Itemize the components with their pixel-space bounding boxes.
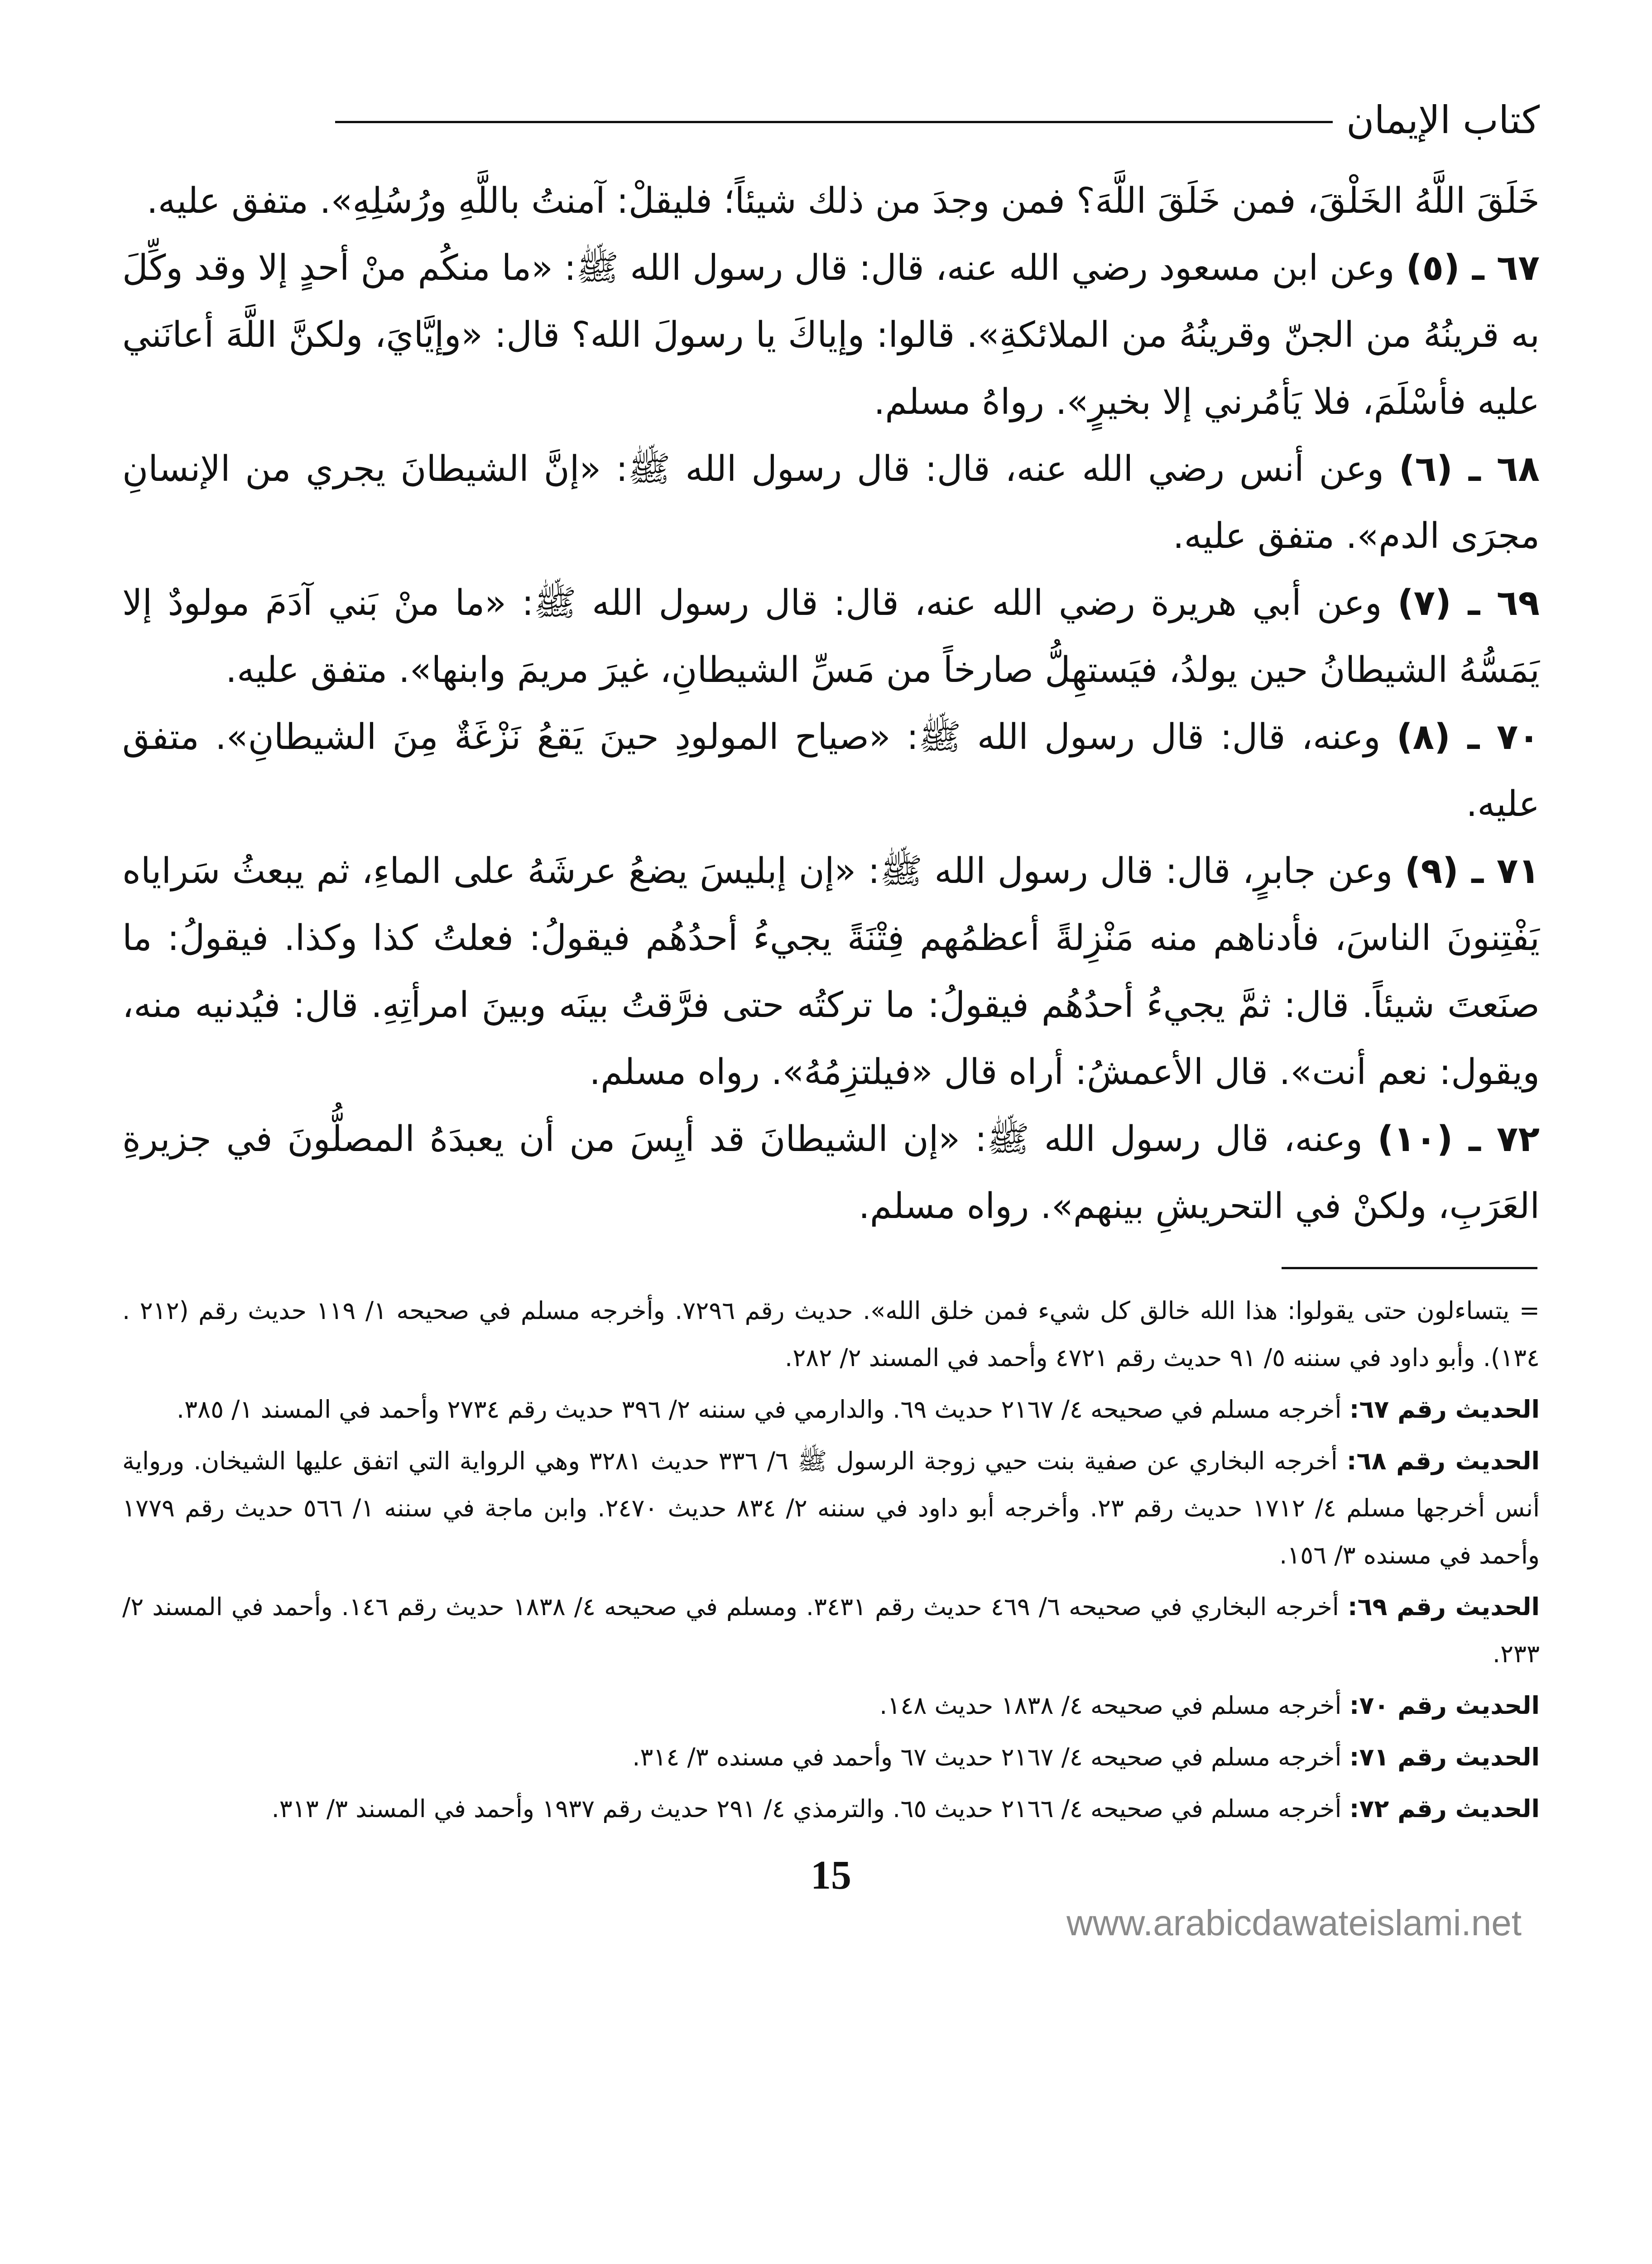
chapter-title: كتاب الإيمان: [1346, 98, 1540, 142]
hadith-71: [122, 838, 1540, 1106]
footnote: [122, 1734, 1540, 1781]
hadith-72: [122, 1106, 1540, 1240]
hadith-number: ٧٢ ـ (١٠): [1377, 1119, 1540, 1160]
footnote-label: الحديث رقم ٦٨:: [1346, 1447, 1540, 1475]
hadith-70: [122, 704, 1540, 838]
footnote-text: أخرجه مسلم في صحيحه ٤/ ١٨٣٨ حديث ١٤٨.: [879, 1691, 1342, 1720]
website-watermark: www.arabicdawateislami.net: [1066, 1903, 1522, 1943]
footnote-text: أخرجه مسلم في صحيحه ٤/ ٢١٦٧ حديث ٦٧ وأحمد في مسنده ٣/ ٣١٤.: [632, 1743, 1342, 1771]
footnote-label: الحديث رقم ٧٠:: [1349, 1691, 1540, 1720]
hadith-69: [122, 570, 1540, 704]
footnote-label: الحديث رقم ٧١:: [1349, 1743, 1540, 1771]
footnote: [122, 1438, 1540, 1579]
footnote-text: أخرجه البخاري في صحيحه ٦/ ٤٦٩ حديث رقم ٣٤٣١. ومسلم في صحيحه ٤/ ١٨٣٨ حديث رقم ١٤٦. وأحمد في المسند ٢/ ٢٣٣.: [122, 1592, 1540, 1668]
page-number: 15: [811, 1853, 851, 1898]
hadith-68: [122, 436, 1540, 570]
hadith-text: وعنه، قال رسول الله ﷺ: «إن الشيطانَ قد أيِسَ من أن يعبدَهُ المصلُّونَ في جزيرةِ العَرَبِ، ولكنْ في التحريشِ بينهم». رواه مسلم.: [122, 1119, 1540, 1227]
footnote: [122, 1583, 1540, 1678]
hadith-number: ٦٧ ـ (٥): [1406, 248, 1540, 288]
hadith-text: وعن جابرٍ، قال: قال رسول الله ﷺ: «إن إبليسَ يضعُ عرشَهُ على الماءِ، ثم يبعثُ سَراياه يَفْتِنونَ الناسَ، فأدناهم منه مَنْزِلةً أعظمُهم فِتْنَةً يجيءُ أحدُهُم فيقولُ: فعلتُ كذا وكذا. فيقولُ: ما صنَعتَ شيئاً. قال: ثمَّ يجيءُ أحدُهُم فيقولُ: ما تركتُه حتى فرَّقتُ بينَه وبينَ امرأتِهِ. قال: فيُدنيه منه، ويقول: نعم أنت». قال الأعمشُ: أراه قال «فيلتزِمُهُ». رواه مسلم.: [122, 851, 1540, 1093]
footnote: [122, 1682, 1540, 1729]
hadith-number: ٦٩ ـ (٧): [1397, 583, 1540, 624]
footnote-text: أخرجه البخاري عن صفية بنت حيي زوجة الرسول ﷺ ٦/ ٣٣٦ حديث ٣٢٨١ وهي الرواية التي اتفق عليها الشيخان. ورواية أنس أخرجها مسلم ٤/ ١٧١٢ حديث رقم ٢٣. وأخرجه أبو داود في سننه ٢/ ٨٣٤ حديث ٢٤٧٠. وابن ماجة في سننه ١/ ٥٦٦ حديث رقم ١٧٧٩ وأحمد في مسنده ٣/ ١٥٦.: [122, 1447, 1540, 1569]
hadith-number: ٦٨ ـ (٦): [1398, 449, 1540, 489]
footnote-label: الحديث رقم ٧٢:: [1349, 1794, 1540, 1823]
website-row: [122, 1900, 1540, 1946]
footnote-label: الحديث رقم ٦٧:: [1349, 1395, 1540, 1424]
footnote-separator: [1282, 1267, 1537, 1269]
footnote: [122, 1386, 1540, 1433]
footnote-text: أخرجه مسلم في صحيحه ٤/ ٢١٦٦ حديث ٦٥. والترمذي ٤/ ٢٩١ حديث رقم ١٩٣٧ وأحمد في المسند ٣/ ٣١٣.: [271, 1794, 1342, 1823]
hadith-text: وعنه، قال: قال رسول الله ﷺ: «صياح المولودِ حينَ يَقعُ نَزْغَةٌ مِنَ الشيطانِ». متفق عليه.: [122, 717, 1540, 825]
hadith-text: وعن أبي هريرة رضي الله عنه، قال: قال رسول الله ﷺ: «ما منْ بَني آدَمَ مولودٌ إلا يَمَسُّهُ الشيطانُ حين يولدُ، فيَستهِلُّ صارخاً من مَسِّ الشيطانِ، غيرَ مريمَ وابنها». متفق عليه.: [122, 583, 1540, 691]
footnote-label: =: [1519, 1296, 1540, 1325]
hadith-text: وعن ابن مسعود رضي الله عنه، قال: قال رسول الله ﷺ: «ما منكُم منْ أحدٍ إلا وقد وكِّلَ به قرينُهُ من الجنّ وقرينُهُ من الملائكةِ». قالوا: وإياكَ يا رسولَ الله؟ قال: «وإيَّايَ، ولكنَّ اللَّهَ أعانَني عليه فأسْلَمَ، فلا يَأمُرني إلا بخيرٍ». رواهُ مسلم.: [122, 248, 1540, 422]
paragraph-continuation: [122, 168, 1540, 235]
footnote: [122, 1785, 1540, 1832]
footnote-label: الحديث رقم ٦٩:: [1347, 1592, 1540, 1621]
hadith-number: ٧٠ ـ (٨): [1396, 717, 1540, 758]
footnote: [122, 1287, 1540, 1381]
main-text: [122, 168, 1540, 1240]
hadith-67: [122, 235, 1540, 436]
running-header: [335, 91, 1540, 149]
footnote-text: أخرجه مسلم في صحيحه ٤/ ٢١٦٧ حديث ٦٩. والدارمي في سننه ٢/ ٣٩٦ حديث رقم ٢٧٣٤ وأحمد في المسند ١/ ٣٨٥.: [176, 1395, 1342, 1424]
hadith-number: ٧١ ـ (٩): [1404, 851, 1540, 892]
footnotes: [122, 1287, 1540, 1832]
paragraph-text: خَلَقَ اللَّهُ الخَلْقَ، فمن خَلَقَ اللَّهَ؟ فمن وجدَ من ذلك شيئاً؛ فليقلْ: آمنتُ باللَّهِ ورُسُلِهِ». متفق عليه.: [146, 181, 1540, 221]
footnote-text: يتساءلون حتى يقولوا: هذا الله خالق كل شيء فمن خلق الله». حديث رقم ٧٢٩٦. وأخرجه مسلم في صحيحه ١/ ١١٩ حديث رقم (٢١٢ . ١٣٤). وأبو داود في سننه ٥/ ٩١ حديث رقم ٤٧٢١ وأحمد في المسند ٢/ ٢٨٢.: [122, 1296, 1540, 1372]
hadith-text: وعن أنس رضي الله عنه، قال: قال رسول الله ﷺ: «إنَّ الشيطانَ يجري من الإنسانِ مجرَى الدم». متفق عليه.: [122, 449, 1540, 556]
header-rule: [335, 121, 1333, 123]
